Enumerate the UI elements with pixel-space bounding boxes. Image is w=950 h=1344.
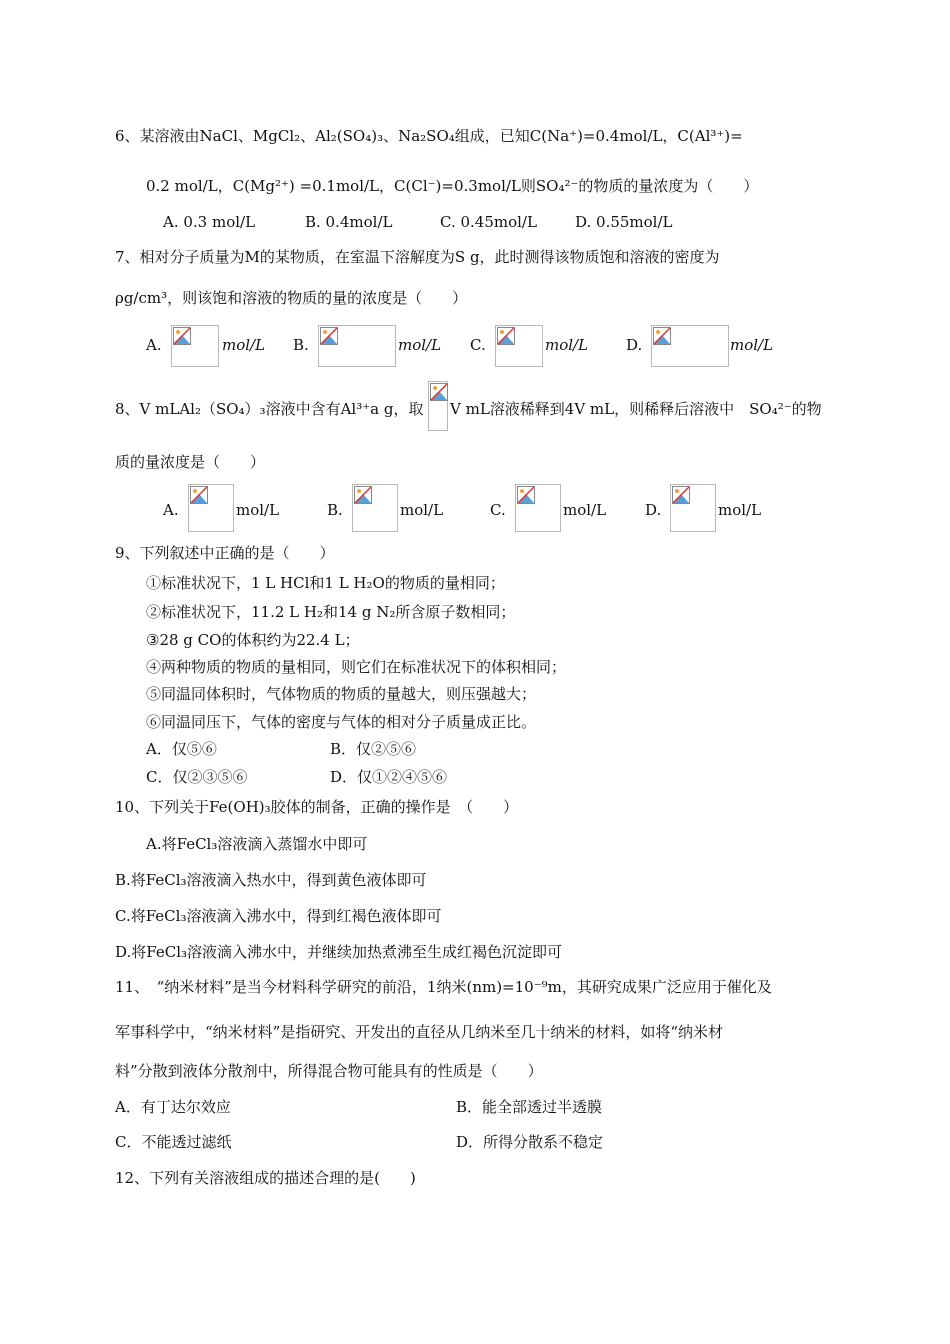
q6-option-d: D. 0.55mol/L	[575, 213, 673, 231]
q8-label-d: D.	[645, 501, 662, 519]
q11-option-a: A．有丁达尔效应	[115, 1098, 231, 1116]
q7-line2: ρg/cm³，则该饱和溶液的物质的量的浓度是（ ）	[115, 289, 468, 307]
q8-unit-d: mol/L	[718, 501, 762, 519]
q8-unit-c: mol/L	[563, 501, 607, 519]
q6-line1: 6、某溶液由NaCl、MgCl₂、Al₂(SO₄)₃、Na₂SO₄组成，已知C(Na⁺)=0.4mol/L，C(Al³⁺)=	[115, 127, 743, 145]
q7-label-b: B.	[293, 336, 309, 354]
q10-option-c: C.将FeCl₃溶液滴入沸水中，得到红褐色液体即可	[115, 907, 442, 925]
q8-line2: 质的量浓度是（ ）	[115, 453, 266, 471]
broken-image-icon	[173, 327, 191, 345]
q8-label-c: C.	[490, 501, 506, 519]
q7-label-d: D.	[626, 336, 643, 354]
q8-fraction-image	[428, 381, 448, 431]
q11-line3: 料”分散到液体分散剂中，所得混合物可能具有的性质是（ ）	[115, 1062, 543, 1080]
q7-formula-b-image	[318, 325, 396, 367]
q7-formula-d-image	[651, 325, 729, 367]
q10-option-d: D.将FeCl₃溶液滴入沸水中，并继续加热煮沸至生成红褐色沉淀即可	[115, 943, 563, 961]
q9-option-b: B．仅②⑤⑥	[330, 740, 417, 758]
q6-option-c: C. 0.45mol/L	[440, 213, 537, 231]
q7-unit-a: mol/L	[222, 336, 266, 354]
q8-line1-post: V mL溶液稀释到4V mL，则稀释后溶液中 SO₄²⁻的物	[450, 400, 822, 418]
q8-line1-pre: 8、V mLAl₂（SO₄）₃溶液中含有Al³⁺a g，取	[115, 400, 424, 418]
q7-unit-d: mol/L	[730, 336, 774, 354]
q12-title: 12、下列有关溶液组成的描述合理的是( )	[115, 1169, 416, 1187]
q6-line2: 0.2 mol/L，C(Mg²⁺) =0.1mol/L，C(Cl⁻)=0.3mol/L则SO₄²⁻的物质的量浓度为（ ）	[146, 177, 759, 195]
q8-formula-b-image	[352, 484, 398, 532]
q6-option-a: A. 0.3 mol/L	[163, 213, 256, 231]
q9-item-4: ④两种物质的物质的量相同，则它们在标准状况下的体积相同；	[146, 658, 567, 676]
q7-unit-c: mol/L	[545, 336, 589, 354]
q10-option-a: A.将FeCl₃溶液滴入蒸馏水中即可	[146, 835, 368, 853]
q9-option-c: C．仅②③⑤⑥	[146, 768, 248, 786]
q8-unit-a: mol/L	[236, 501, 280, 519]
q9-item-1: ①标准状况下，1 L HCl和1 L H₂O的物质的量相同；	[146, 574, 505, 592]
q8-label-b: B.	[327, 501, 343, 519]
q11-option-b: B．能全部透过半透膜	[456, 1098, 603, 1116]
q7-formula-a-image	[171, 325, 219, 367]
broken-image-icon	[320, 327, 338, 345]
q9-item-5: ⑤同温同体积时，气体物质的物质的量越大，则压强越大；	[146, 685, 537, 703]
broken-image-icon	[354, 486, 372, 504]
broken-image-icon	[517, 486, 535, 504]
q6-option-b: B. 0.4mol/L	[305, 213, 393, 231]
q9-option-d: D．仅①②④⑤⑥	[330, 768, 448, 786]
q10-title: 10、下列关于Fe(OH)₃胶体的制备，正确的操作是 （ ）	[115, 798, 519, 816]
q9-item-3: ③28 g CO的体积约为22.4 L；	[146, 631, 360, 649]
q10-option-b: B.将FeCl₃溶液滴入热水中，得到黄色液体即可	[115, 871, 427, 889]
q7-label-c: C.	[470, 336, 486, 354]
q8-formula-d-image	[670, 484, 716, 532]
q8-label-a: A.	[163, 501, 179, 519]
q11-line2: 军事科学中，“纳米材料”是指研究、开发出的直径从几纳米至几十纳米的材料，如将“纳米材	[115, 1023, 724, 1041]
q9-option-a: A．仅⑤⑥	[146, 740, 217, 758]
q7-formula-c-image	[495, 325, 543, 367]
q9-item-2: ②标准状况下，11.2 L H₂和14 g N₂所含原子数相同；	[146, 603, 516, 621]
q11-line1: 11、 “纳米材料”是当今材料科学研究的前沿，1纳米(nm)=10⁻⁹m，其研究成果广泛应用于催化及	[115, 978, 772, 996]
q7-line1: 7、相对分子质量为M的某物质，在室温下溶解度为S g，此时测得该物质饱和溶液的密度为	[115, 248, 720, 266]
q7-unit-b: mol/L	[398, 336, 442, 354]
q8-formula-a-image	[188, 484, 234, 532]
broken-image-icon	[653, 327, 671, 345]
broken-image-icon	[190, 486, 208, 504]
q7-label-a: A.	[146, 336, 162, 354]
q11-option-c: C．不能透过滤纸	[115, 1133, 232, 1151]
broken-image-icon	[430, 383, 448, 401]
broken-image-icon	[497, 327, 515, 345]
q11-option-d: D．所得分散系不稳定	[456, 1133, 604, 1151]
q9-item-6: ⑥同温同压下，气体的密度与气体的相对分子质量成正比。	[146, 713, 537, 731]
q8-unit-b: mol/L	[400, 501, 444, 519]
q9-title: 9、下列叙述中正确的是（ ）	[115, 544, 335, 562]
broken-image-icon	[672, 486, 690, 504]
q8-formula-c-image	[515, 484, 561, 532]
